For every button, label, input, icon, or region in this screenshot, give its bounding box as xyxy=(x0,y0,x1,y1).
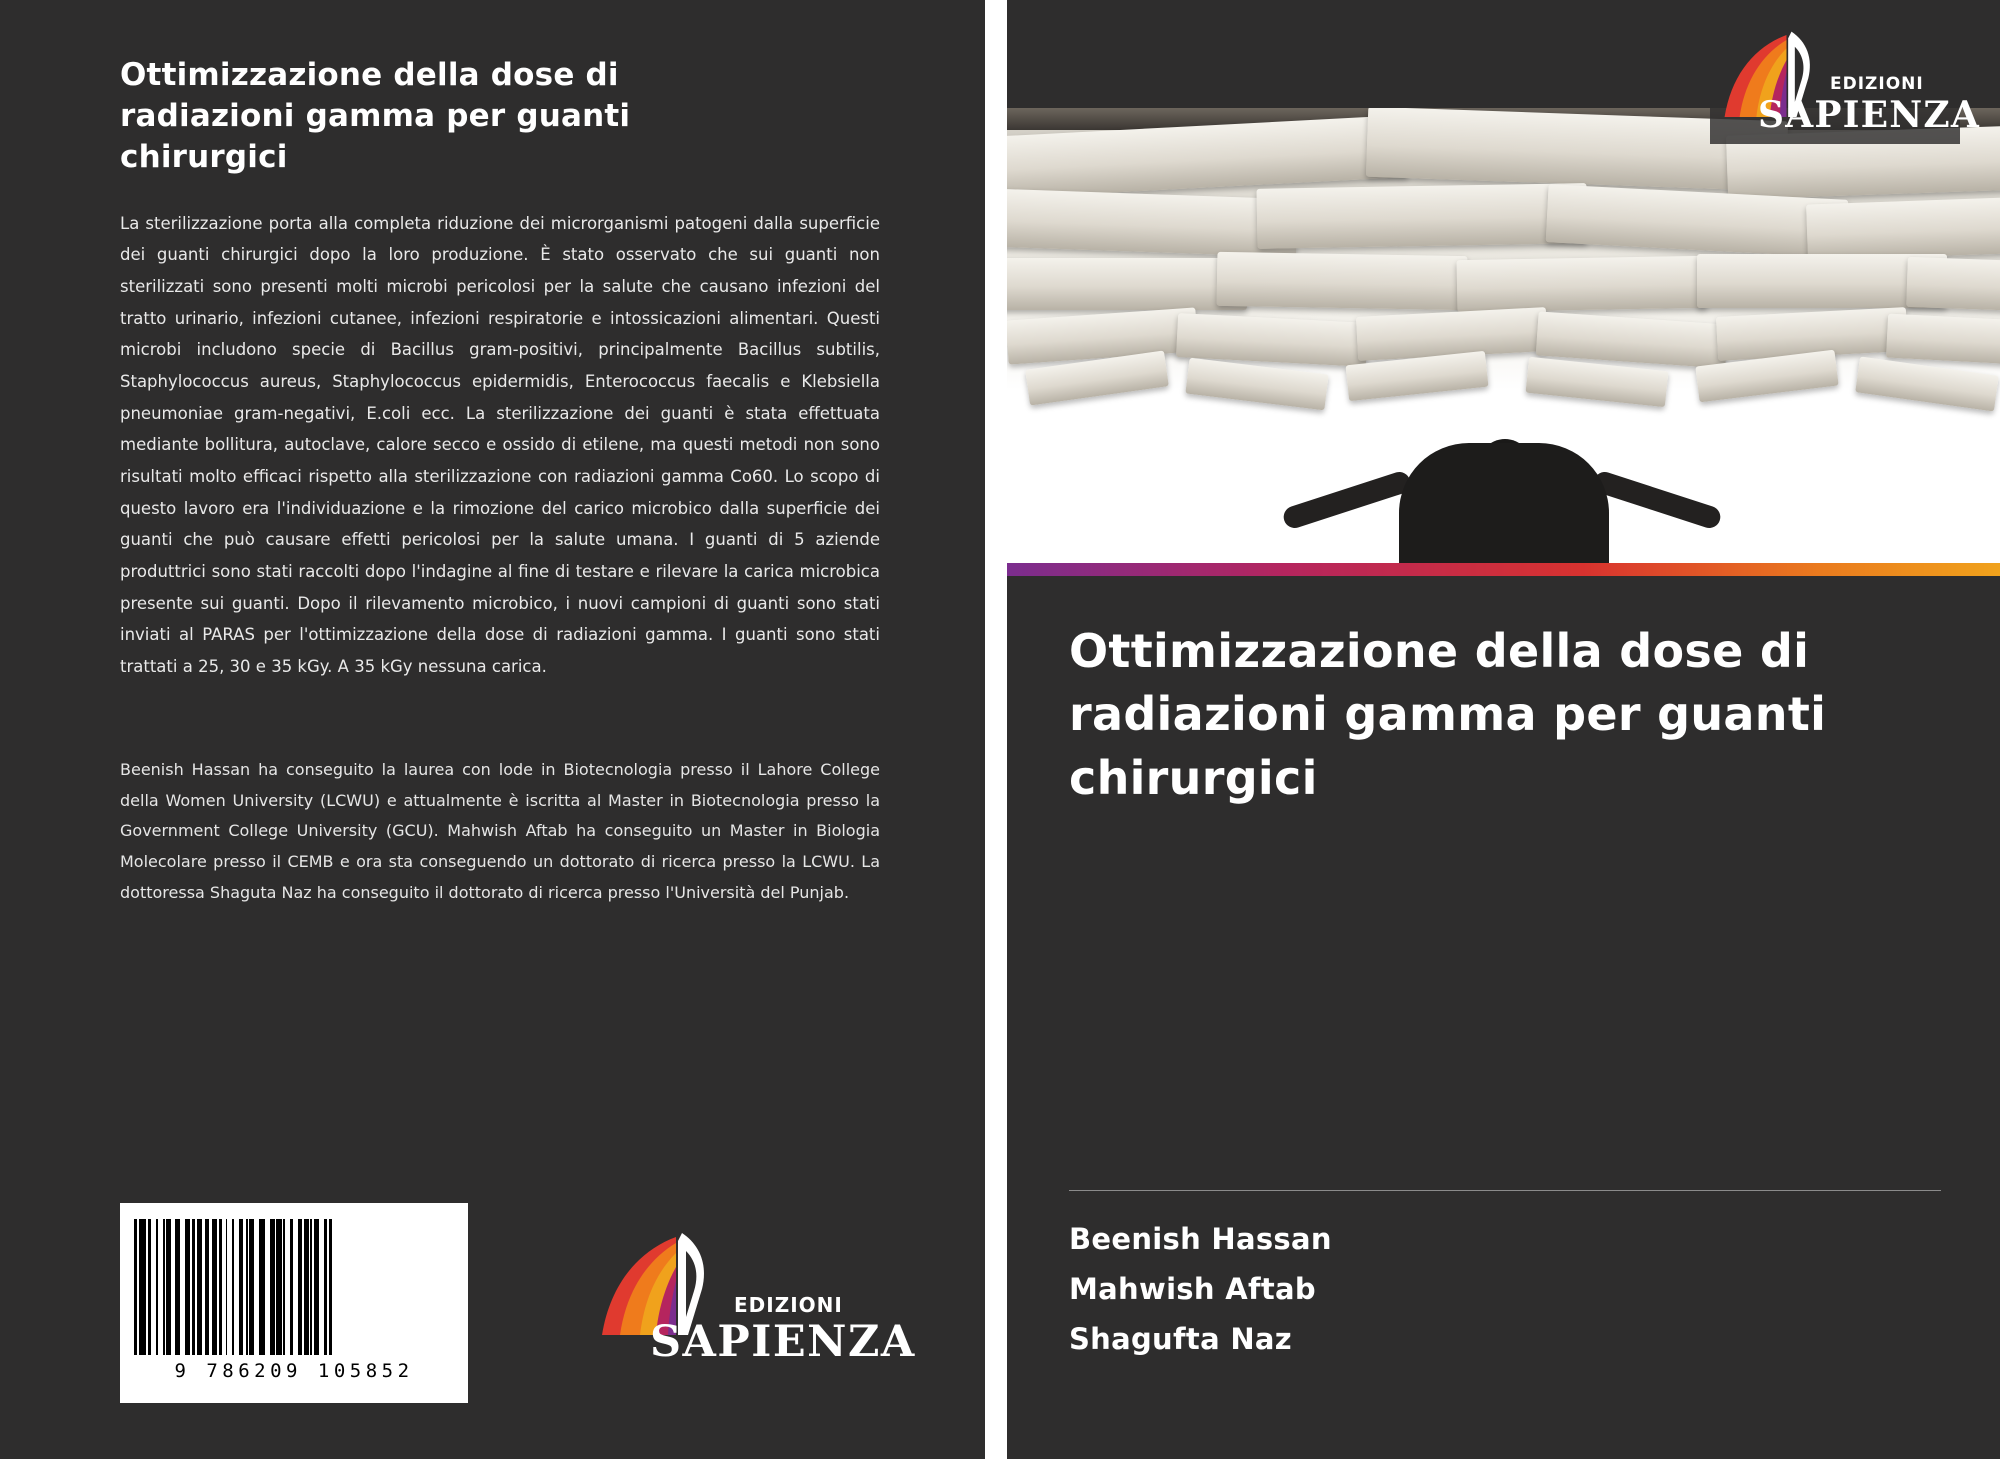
publisher-edizioni-label: EDIZIONI xyxy=(1830,74,1924,94)
front-accent-bar xyxy=(1007,563,2000,576)
front-cover xyxy=(1007,0,2000,1459)
author-name: Mahwish Aftab xyxy=(1069,1271,1316,1306)
front-divider xyxy=(1069,1190,1941,1191)
photo-slab xyxy=(1257,183,1588,249)
front-cover-title: Ottimizzazione della dose di radiazioni gamma per guanti chirurgici xyxy=(1069,624,1827,805)
publisher-logo-front xyxy=(1710,24,1980,144)
back-cover-content xyxy=(120,55,895,908)
barcode xyxy=(120,1203,468,1403)
photo-slab xyxy=(1217,252,1468,310)
back-cover-abstract: La sterilizzazione porta alla completa riduzione dei microrganismi patogeni dalla superficie dei guanti chirurgici dopo la loro produzione. È stato osservato che sui guanti non sterilizzati sono presenti molti microbi pericolosi per la salute che causano infezioni del tratto urinario, infezioni cutanee, infezioni respiratorie e intossicazioni alimentari. Questi microbi includono specie di Bacillus gram-positivi, principalmente Bacillus subtilis, Staphylococcus aureus, Staphylococcus epidermidis, Enterococcus faecalis e Klebsiella pneumoniae gram-negativi, E.coli ecc. La sterilizzazione dei guanti è stata effettuata mediante bollitura, autoclave, calore secco e ossido di etilene, ma questi metodi non sono risultati molto efficaci rispetto alla sterilizzazione con radiazioni gamma Co60. Lo scopo di questo lavoro era l'individuazione e la rimozione del carico microbico dalla superficie dei guanti che può causare effetti pericolosi per la salute umana. I guanti di 5 aziende produttrici sono stati raccolti dopo l'indagine al fine di testare e rilevare la carica microbica presente sui guanti. Dopo il rilevamento microbico, i nuovi campioni di guanti sono stati inviati al PARAS per l'ottimizzazione della dose di radiazioni gamma. I guanti sono stati trattati a 25, 30 e 35 kGy. A 35 kGy nessuna carica. xyxy=(120,213,880,677)
cover-photograph xyxy=(1007,108,2000,563)
back-cover-biography: Beenish Hassan ha conseguito la laurea con lode in Biotecnologia presso il Lahore College della Women University (LCWU) e attualmente è iscritta al Master in Biotecnologia presso la Government College University (GCU). Mahwish Aftab ha conseguito un Master in Biologia Molecolare presso il CEMB e ora sta conseguendo un dottorato di ricerca presso la LCWU. La dottoressa Shaguta Naz ha conseguito il dottorato di ricerca presso l'Università del Punjab. xyxy=(120,759,880,902)
photo-slab xyxy=(1806,195,2000,260)
author-name: Beenish Hassan xyxy=(1069,1222,1332,1256)
photo-person-body xyxy=(1399,443,1609,563)
barcode-digits: 9 786209 105852 xyxy=(174,1360,414,1382)
barcode-bars xyxy=(134,1219,454,1355)
publisher-sapienza-label: SAPIENZA xyxy=(1758,94,1980,136)
photo-slab xyxy=(1007,258,1247,310)
photo-slab xyxy=(1457,256,1708,312)
front-cover-authors xyxy=(1069,1215,1941,1365)
photo-slab xyxy=(1007,189,1298,257)
back-cover xyxy=(0,0,985,1459)
barcode-area xyxy=(120,1203,916,1403)
photo-slab xyxy=(1906,257,2000,313)
back-cover-title: Ottimizzazione della dose di radiazioni gamma per guanti chirurgici xyxy=(120,57,631,175)
publisher-sapienza-label: SAPIENZA xyxy=(650,1317,916,1367)
publisher-edizioni-label: EDIZIONI xyxy=(734,1293,843,1317)
author-name: Shagufta Naz xyxy=(1069,1321,1292,1356)
